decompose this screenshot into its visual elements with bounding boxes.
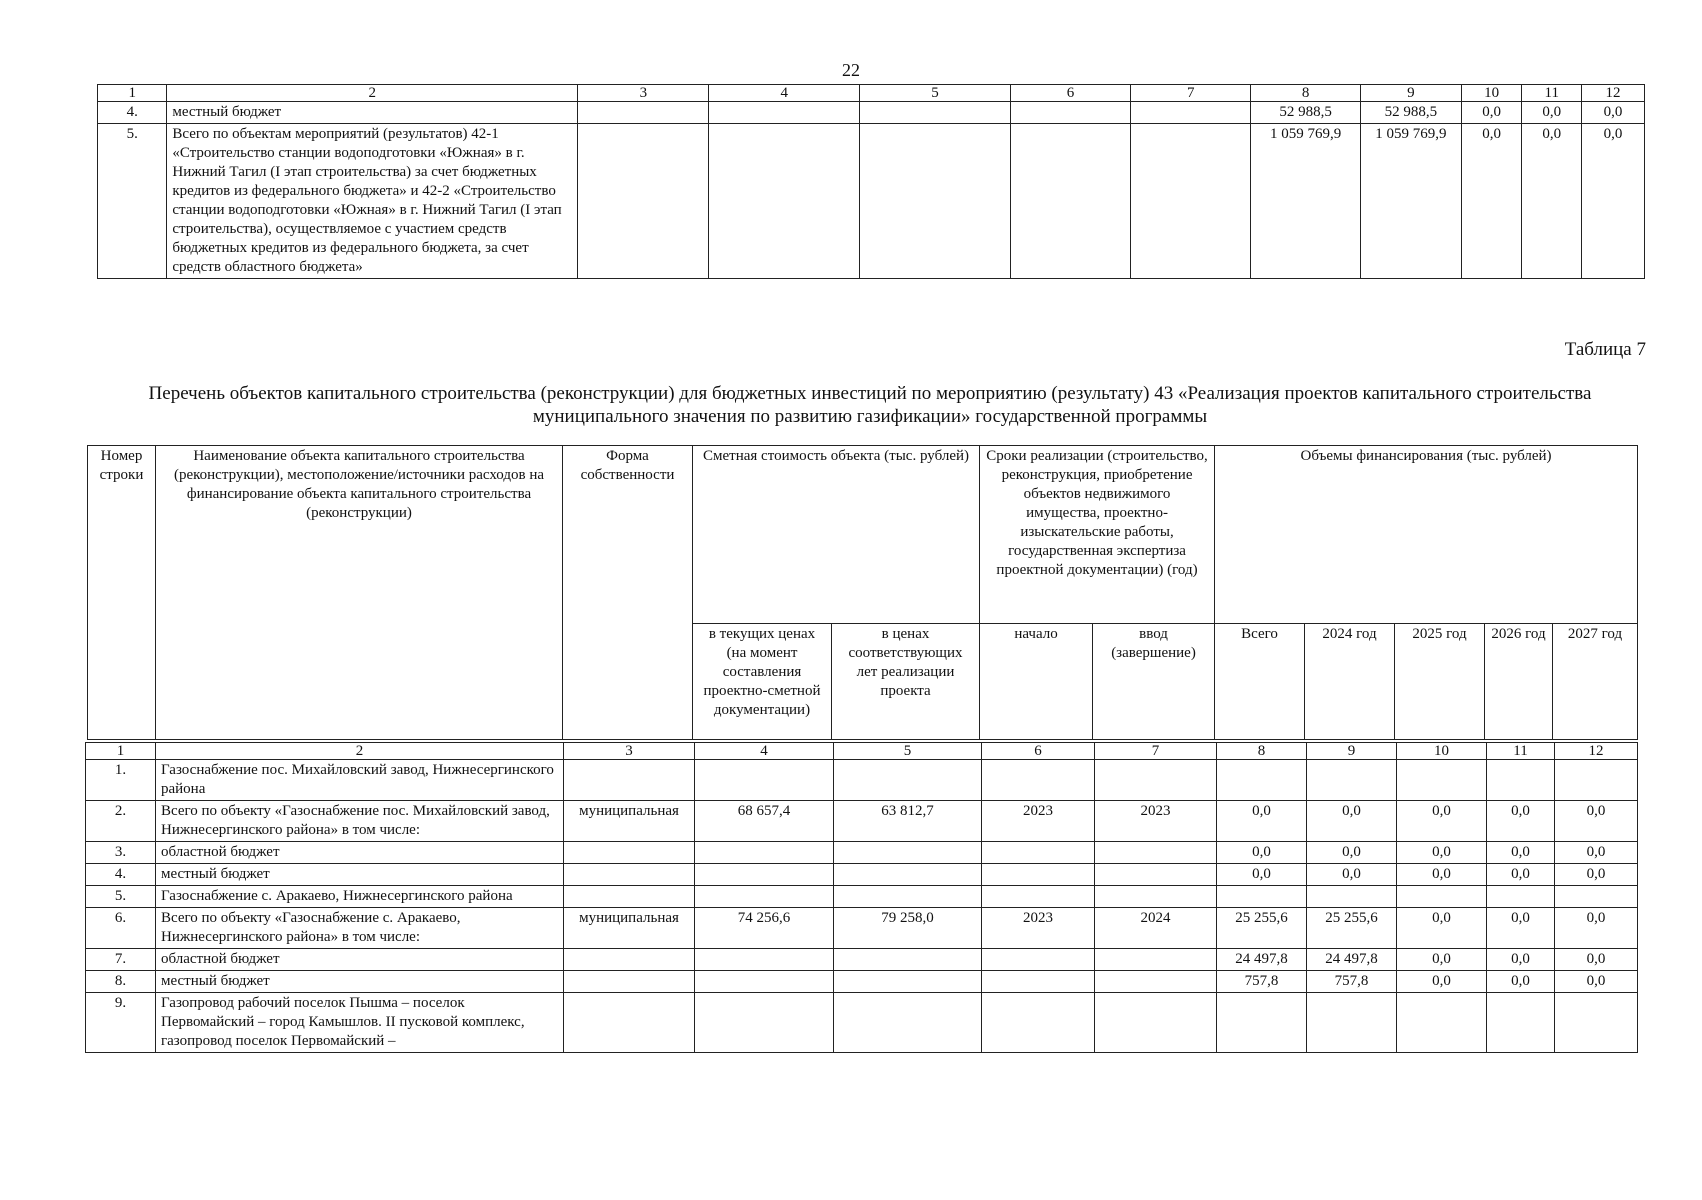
cell <box>1095 842 1217 864</box>
col-number: 11 <box>1522 85 1582 102</box>
cell: 0,0 <box>1555 864 1638 886</box>
cell <box>1397 886 1487 908</box>
cell <box>834 993 982 1053</box>
cell: 757,8 <box>1217 971 1307 993</box>
col-number: 1 <box>98 85 167 102</box>
cell: 0,0 <box>1217 842 1307 864</box>
cell <box>695 993 834 1053</box>
cell <box>982 842 1095 864</box>
row-name: местный бюджет <box>156 971 564 993</box>
row-number: 9. <box>86 993 156 1053</box>
cell <box>1010 124 1130 279</box>
col-number: 4 <box>695 743 834 760</box>
col-number: 2 <box>156 743 564 760</box>
cell <box>1555 760 1638 801</box>
header-project-prices: в ценах соответствующих лет реализации проекта <box>832 624 980 740</box>
cell <box>564 971 695 993</box>
cell: 79 258,0 <box>834 908 982 949</box>
cell <box>1095 760 1217 801</box>
row-name: местный бюджет <box>167 102 578 124</box>
cell: 0,0 <box>1487 842 1555 864</box>
cell: 0,0 <box>1217 801 1307 842</box>
cell <box>982 993 1095 1053</box>
row-number: 4. <box>86 864 156 886</box>
cell: 68 657,4 <box>695 801 834 842</box>
cell <box>982 971 1095 993</box>
table-row <box>86 801 1638 842</box>
col-number: 6 <box>982 743 1095 760</box>
cell: 0,0 <box>1217 864 1307 886</box>
column-number-row <box>86 743 1638 760</box>
cell: 0,0 <box>1397 864 1487 886</box>
cell <box>1217 993 1307 1053</box>
cell <box>834 760 982 801</box>
cell: 2023 <box>982 801 1095 842</box>
cell: 757,8 <box>1307 971 1397 993</box>
column-number-row <box>98 85 1645 102</box>
cell: 52 988,5 <box>1251 102 1360 124</box>
col-number: 9 <box>1360 85 1461 102</box>
col-number: 9 <box>1307 743 1397 760</box>
table-row <box>98 124 1645 279</box>
cell: 0,0 <box>1397 908 1487 949</box>
cell <box>1131 124 1251 279</box>
header-estimated-cost: Сметная стоимость объекта (тыс. рублей) <box>693 446 980 624</box>
cell <box>1095 864 1217 886</box>
cell: 0,0 <box>1487 949 1555 971</box>
cell <box>695 949 834 971</box>
cell <box>982 864 1095 886</box>
cell: 0,0 <box>1397 801 1487 842</box>
cell <box>695 864 834 886</box>
cell <box>1131 102 1251 124</box>
cell <box>1307 886 1397 908</box>
cell <box>695 842 834 864</box>
cell <box>1555 886 1638 908</box>
row-name: областной бюджет <box>156 842 564 864</box>
table-row <box>86 993 1638 1053</box>
row-name: Всего по объекту «Газоснабжение с. Аракаево, Нижнесергинского района» в том числе: <box>156 908 564 949</box>
cell <box>1307 993 1397 1053</box>
row-name: местный бюджет <box>156 864 564 886</box>
page-number: 22 <box>842 60 860 80</box>
cell: 0,0 <box>1397 842 1487 864</box>
col-number: 2 <box>167 85 578 102</box>
cell: 0,0 <box>1307 842 1397 864</box>
cell: 0,0 <box>1487 864 1555 886</box>
row-number: 1. <box>86 760 156 801</box>
cell <box>564 864 695 886</box>
table-row <box>86 760 1638 801</box>
col-number: 10 <box>1461 85 1522 102</box>
cell <box>1010 102 1130 124</box>
col-number: 3 <box>578 85 709 102</box>
row-number: 5. <box>86 886 156 908</box>
header-total: Всего <box>1215 624 1305 740</box>
cell <box>860 124 1011 279</box>
cell <box>834 842 982 864</box>
cell: 0,0 <box>1307 801 1397 842</box>
cell: 0,0 <box>1461 102 1522 124</box>
cell <box>1095 971 1217 993</box>
cell: 2024 <box>1095 908 1217 949</box>
cell: 0,0 <box>1522 124 1582 279</box>
row-number: 4. <box>98 102 167 124</box>
cell <box>982 949 1095 971</box>
cell: 0,0 <box>1555 842 1638 864</box>
cell <box>1487 886 1555 908</box>
cell <box>709 102 860 124</box>
cell <box>564 949 695 971</box>
cell <box>695 886 834 908</box>
cell <box>1095 949 1217 971</box>
cell <box>982 886 1095 908</box>
cell <box>834 886 982 908</box>
cell: 2023 <box>982 908 1095 949</box>
cell <box>695 760 834 801</box>
header-row-number: Номер строки <box>88 446 156 740</box>
cell <box>1397 760 1487 801</box>
cell: 0,0 <box>1397 971 1487 993</box>
cell: 0,0 <box>1522 102 1582 124</box>
cell <box>982 760 1095 801</box>
header-terms: Сроки реализации (строительство, реконструкция, приобретение объектов недвижимого имущества, проектно-изыскательские работы, государственная экспертиза проектной документации) (год) <box>980 446 1215 624</box>
cell <box>1555 993 1638 1053</box>
col-number: 10 <box>1397 743 1487 760</box>
cell: 52 988,5 <box>1360 102 1461 124</box>
table-row <box>86 842 1638 864</box>
row-name: областной бюджет <box>156 949 564 971</box>
row-name: Газоснабжение пос. Михайловский завод, Нижнесергинского района <box>156 760 564 801</box>
col-number: 8 <box>1217 743 1307 760</box>
header-2026: 2026 год <box>1485 624 1553 740</box>
cell: 2023 <box>1095 801 1217 842</box>
col-number: 12 <box>1582 85 1645 102</box>
cell: 25 255,6 <box>1217 908 1307 949</box>
row-name: Газоснабжение с. Аракаево, Нижнесергинского района <box>156 886 564 908</box>
cell: 1 059 769,9 <box>1360 124 1461 279</box>
cell: 0,0 <box>1487 801 1555 842</box>
header-end: ввод (завершение) <box>1093 624 1215 740</box>
cell <box>834 864 982 886</box>
cell <box>1397 993 1487 1053</box>
col-number: 7 <box>1095 743 1217 760</box>
cell: 0,0 <box>1555 908 1638 949</box>
cell <box>1095 886 1217 908</box>
row-name: Всего по объектам мероприятий (результатов) 42-1 «Строительство станции водоподготовки «Южная» в г. Нижний Тагил (I этап строительства) за счет бюджетных кредитов из федерального бюджета» и 42-2 «Строительство станции водоподготовки «Южная» в г. Нижний Тагил (I этап строительства), осуществляемое с участием средств бюджетных кредитов из федерального бюджета, за счет средств областного бюджета» <box>167 124 578 279</box>
cell: 0,0 <box>1487 971 1555 993</box>
table-caption: Перечень объектов капитального строительства (реконструкции) для бюджетных инвестиций по мероприятию (результату) 43 «Реализация проектов капитального строительства муниципального значения по развитию газификации» государственной программы <box>148 383 1592 427</box>
header-2024: 2024 год <box>1305 624 1395 740</box>
header-financing: Объемы финансирования (тыс. рублей) <box>1215 446 1638 624</box>
cell <box>1217 886 1307 908</box>
row-number: 2. <box>86 801 156 842</box>
cell: 0,0 <box>1487 908 1555 949</box>
header-object-name: Наименование объекта капитального строительства (реконструкции), местоположение/источники расходов на финансирование объекта капитального строительства (реконструкции) <box>156 446 563 740</box>
cell <box>578 102 709 124</box>
cell <box>1487 993 1555 1053</box>
col-number: 4 <box>709 85 860 102</box>
cell: 24 497,8 <box>1217 949 1307 971</box>
table-label: Таблица 7 <box>1564 339 1646 360</box>
cell: 74 256,6 <box>695 908 834 949</box>
cell <box>1095 993 1217 1053</box>
cell: 1 059 769,9 <box>1251 124 1360 279</box>
cell <box>695 971 834 993</box>
cell <box>834 949 982 971</box>
col-number: 1 <box>86 743 156 760</box>
cell <box>564 760 695 801</box>
cell <box>564 886 695 908</box>
cell: 25 255,6 <box>1307 908 1397 949</box>
cell <box>564 842 695 864</box>
col-number: 3 <box>564 743 695 760</box>
cell: 0,0 <box>1397 949 1487 971</box>
cell: 0,0 <box>1555 949 1638 971</box>
cell <box>860 102 1011 124</box>
table-row <box>86 971 1638 993</box>
cell <box>1217 760 1307 801</box>
header-2025: 2025 год <box>1395 624 1485 740</box>
cell <box>1307 760 1397 801</box>
row-name: Всего по объекту «Газоснабжение пос. Михайловский завод, Нижнесергинского района» в том числе: <box>156 801 564 842</box>
cell <box>1487 760 1555 801</box>
cell: 0,0 <box>1582 124 1645 279</box>
cell <box>709 124 860 279</box>
table-row <box>98 102 1645 124</box>
cell: 0,0 <box>1555 801 1638 842</box>
col-number: 11 <box>1487 743 1555 760</box>
cell: 0,0 <box>1555 971 1638 993</box>
cell: муниципальная <box>564 801 695 842</box>
col-number: 7 <box>1131 85 1251 102</box>
cell: 24 497,8 <box>1307 949 1397 971</box>
row-number: 8. <box>86 971 156 993</box>
continuation-table <box>97 84 1645 279</box>
col-number: 12 <box>1555 743 1638 760</box>
data-table <box>85 742 1638 1053</box>
table-row <box>86 864 1638 886</box>
col-number: 5 <box>860 85 1011 102</box>
cell <box>578 124 709 279</box>
header-start: начало <box>980 624 1093 740</box>
header-row-top <box>88 446 1638 624</box>
cell: 0,0 <box>1461 124 1522 279</box>
cell: 0,0 <box>1582 102 1645 124</box>
cell: муниципальная <box>564 908 695 949</box>
header-ownership: Форма собственности <box>563 446 693 740</box>
header-current-prices: в текущих ценах (на момент составления проектно-сметной документации) <box>693 624 832 740</box>
col-number: 5 <box>834 743 982 760</box>
row-number: 6. <box>86 908 156 949</box>
cell <box>834 971 982 993</box>
table-row <box>86 949 1638 971</box>
row-number: 5. <box>98 124 167 279</box>
row-number: 7. <box>86 949 156 971</box>
row-name: Газопровод рабочий поселок Пышма – поселок Первомайский – город Камышлов. II пусковой комплекс, газопровод поселок Первомайский – <box>156 993 564 1053</box>
row-number: 3. <box>86 842 156 864</box>
table-row <box>86 886 1638 908</box>
header-2027: 2027 год <box>1553 624 1638 740</box>
col-number: 6 <box>1010 85 1130 102</box>
cell: 63 812,7 <box>834 801 982 842</box>
cell <box>564 993 695 1053</box>
header-table <box>87 445 1638 740</box>
table-row <box>86 908 1638 949</box>
cell: 0,0 <box>1307 864 1397 886</box>
col-number: 8 <box>1251 85 1360 102</box>
